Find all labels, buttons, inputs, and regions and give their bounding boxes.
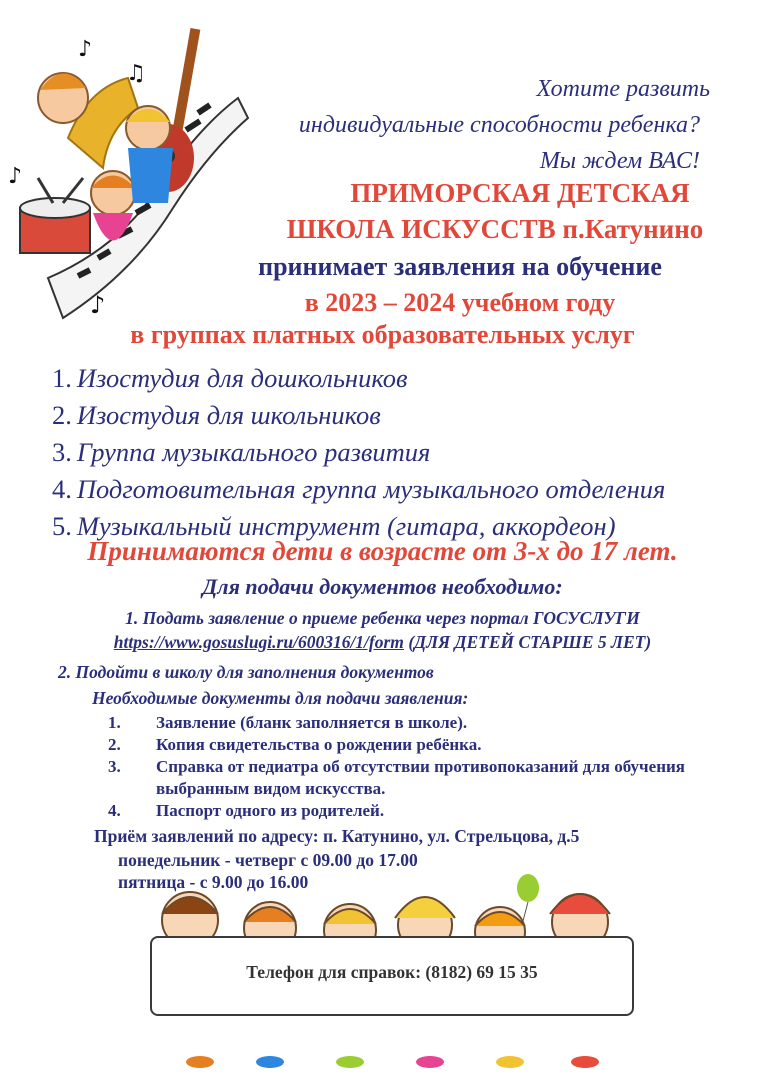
intro-line-3: Мы ждем ВАС! <box>539 148 700 174</box>
announcement-line-1: принимает заявления на обучение <box>258 252 662 281</box>
document-item: 1. Заявление (бланк заполняется в школе). <box>108 713 468 732</box>
school-name-line-1: ПРИМОРСКАЯ ДЕТСКАЯ <box>350 178 690 208</box>
services-list <box>52 360 665 545</box>
documents-heading: Необходимые документы для подачи заявления: <box>92 688 469 708</box>
kid-feet-icon <box>186 1056 599 1068</box>
hours-friday: пятница - с 9.00 до 16.00 <box>118 872 309 892</box>
service-item: 4. Подготовительная группа музыкального отделения <box>52 474 666 504</box>
service-item: 5. Музыкальный инструмент (гитара, аккордеон) <box>52 511 616 541</box>
document-item: 4. Паспорт одного из родителей. <box>108 801 385 820</box>
phone-line: Телефон для справок: (8182) 69 15 35 <box>246 962 538 982</box>
step-1-text: 1. Подать заявление о приеме ребенка через портал ГОСУСЛУГИ <box>125 608 640 628</box>
step-1-link-row <box>20 632 745 653</box>
docs-needed-heading: Для подачи документов необходимо: <box>202 574 563 599</box>
svg-text:♪: ♪ <box>8 164 23 189</box>
drum-icon <box>20 178 90 253</box>
documents-list <box>108 712 716 822</box>
step-2-text: 2. Подойти в школу для заполнения документов <box>58 662 434 682</box>
svg-text:♫: ♫ <box>126 61 146 86</box>
announcement-line-2: в 2023 – 2024 учебном году <box>304 288 616 317</box>
service-item: 2. Изостудия для школьников <box>52 400 381 430</box>
gosuslugi-link[interactable]: https://www.gosuslugi.ru/600316/1/form <box>113 632 404 652</box>
step-1-age-note: (ДЛЯ ДЕТЕЙ СТАРШЕ 5 ЛЕТ) <box>403 632 652 652</box>
intro-line-2: индивидуальные способности ребенка? <box>298 112 700 138</box>
svg-text:♪: ♪ <box>90 291 106 319</box>
service-item: 3. Группа музыкального развития <box>52 437 431 467</box>
school-name-line-2: ШКОЛА ИСКУССТВ п.Катунино <box>286 214 704 244</box>
intro-line-1: Хотите развить <box>536 76 710 102</box>
document-item: 2. Копия свидетельства о рождении ребёнка. <box>108 735 482 754</box>
hours-weekdays: понедельник - четверг с 09.00 до 17.00 <box>118 850 418 870</box>
age-note: Принимаются дети в возрасте от 3-х до 17 лет. <box>87 536 678 566</box>
announcement-line-3: в группах платных образовательных услуг <box>130 320 635 349</box>
document-item: 3. Справка от педиатра об отсутствии противопоказаний для обучения выбранным видом искусства. <box>108 757 685 798</box>
address-line: Приём заявлений по адресу: п. Катунино, ул. Стрельцова, д.5 <box>94 826 580 846</box>
service-item: 1. Изостудия для дошкольников <box>52 363 408 393</box>
svg-text:♪: ♪ <box>78 37 93 62</box>
